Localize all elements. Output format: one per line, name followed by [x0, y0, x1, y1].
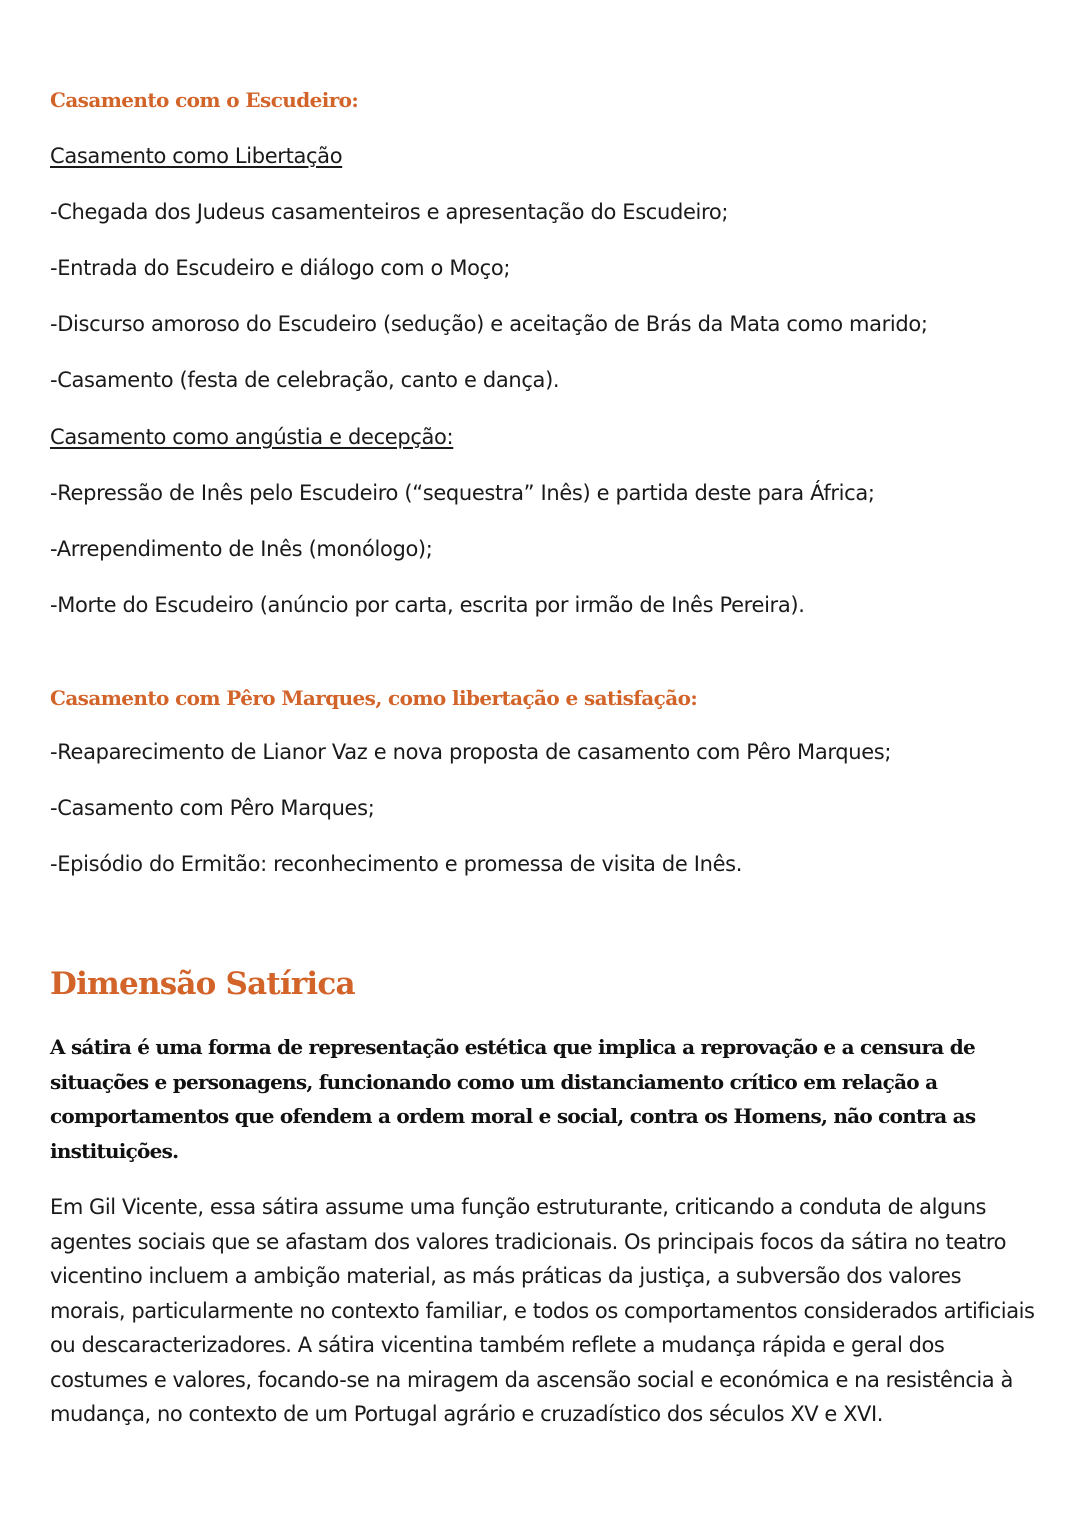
lead-paragraph: A sátira é uma forma de representação estética que implica a reprovação e a censura de situações e personagens, funcionando como um distanciamento crítico em relação a comportamentos que ofendem a ordem moral e social, contra os Homens, não contra as instituições.	[50, 1035, 976, 1163]
list-item: -Repressão de Inês pelo Escudeiro (“sequestra” Inês) e partida deste para África;	[50, 481, 875, 505]
list-item: -Casamento com Pêro Marques;	[50, 796, 375, 820]
list-item: -Chegada dos Judeus casamenteiros e apresentação do Escudeiro;	[50, 200, 729, 224]
subheading-angustia: Casamento como angústia e decepção:	[50, 425, 454, 449]
section-heading-escudeiro: Casamento com o Escudeiro:	[50, 88, 359, 112]
body-paragraph: Em Gil Vicente, essa sátira assume uma função estruturante, criticando a conduta de alguns agentes sociais que se afastam dos valores tradicionais. Os principais focos da sátira no teatro vicentino incluem a ambição material, as más práticas da justiça, a subversão dos valores morais, particularmente no contexto familiar, e todos os comportamentos considerados artificiais ou descaracterizadores. A sátira vicentina também reflete a mudança rápida e geral dos costumes e valores, focando-se na miragem da ascensão social e económica e na resistência à mudança, no contexto de um Portugal agrário e cruzadístico dos séculos XV e XVI.	[50, 1195, 1035, 1426]
section-heading-dimensao-satirica: Dimensão Satírica	[50, 966, 355, 1002]
subheading-libertacao: Casamento como Libertação	[50, 144, 343, 168]
list-item: -Reaparecimento de Lianor Vaz e nova proposta de casamento com Pêro Marques;	[50, 740, 892, 764]
list-item: -Entrada do Escudeiro e diálogo com o Moço;	[50, 256, 511, 280]
list-item: -Morte do Escudeiro (anúncio por carta, escrita por irmão de Inês Pereira).	[50, 593, 805, 617]
list-item: -Discurso amoroso do Escudeiro (sedução) e aceitação de Brás da Mata como marido;	[50, 312, 928, 336]
list-item: -Arrependimento de Inês (monólogo);	[50, 537, 433, 561]
section-heading-pero-marques: Casamento com Pêro Marques, como libertação e satisfação:	[50, 686, 698, 710]
list-item: -Episódio do Ermitão: reconhecimento e promessa de visita de Inês.	[50, 852, 743, 876]
list-item: -Casamento (festa de celebração, canto e dança).	[50, 368, 560, 392]
